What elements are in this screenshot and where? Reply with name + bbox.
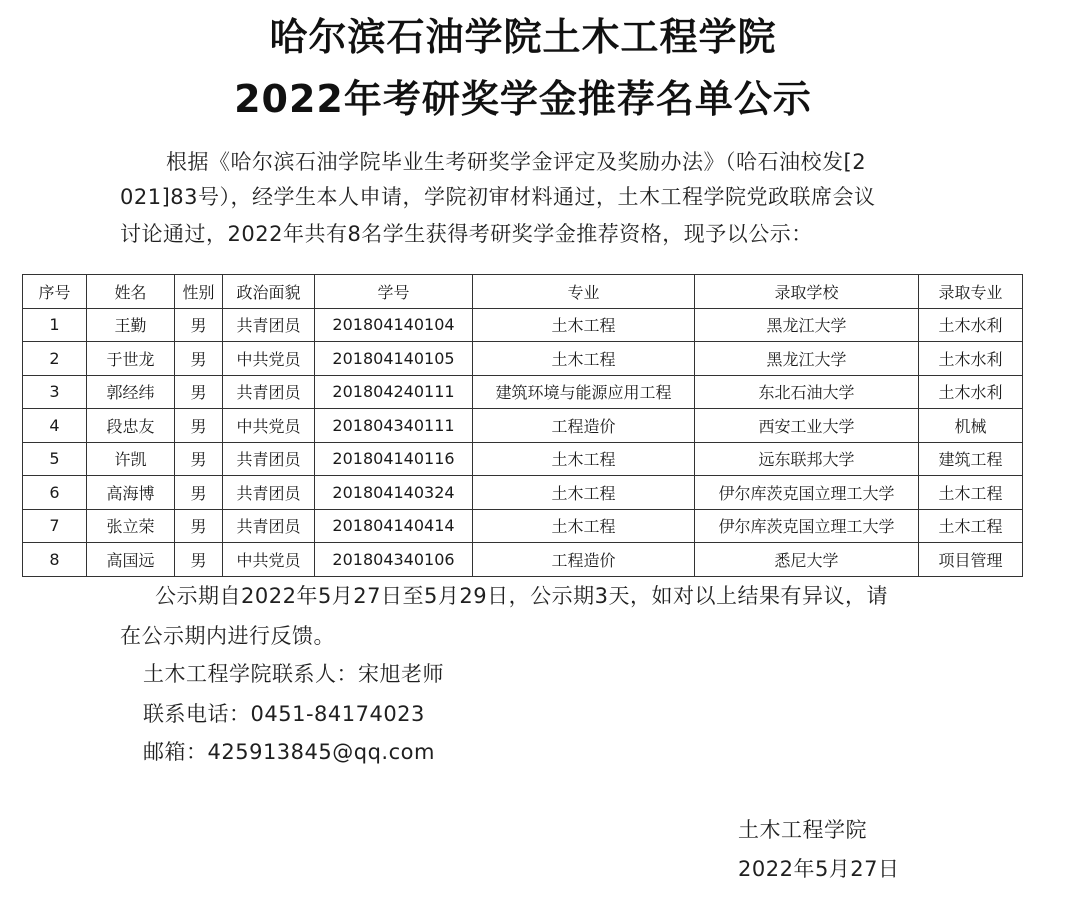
cell-political-status: 中共党员: [223, 409, 315, 443]
document-subtitle: 2022年考研奖学金推荐名单公示: [234, 77, 812, 121]
cell-name: 高国远: [87, 543, 175, 577]
column-header-name: 姓名: [87, 275, 175, 309]
table-row: [23, 543, 1023, 577]
cell-index: 8: [23, 543, 87, 577]
intro-paragraph-line-1: 根据《哈尔滨石油学院毕业生考研奖学金评定及奖励办法》（哈石油校发[2: [166, 150, 867, 174]
column-header-major: 专业: [473, 275, 695, 309]
recommendation-table: [22, 274, 1023, 577]
intro-paragraph-line-3: 讨论通过，2022年共有8名学生获得考研奖学金推荐资格，现予以公示：: [120, 222, 813, 246]
cell-admitted-school: 东北石油大学: [695, 375, 919, 409]
cell-name: 张立荣: [87, 509, 175, 543]
cell-name: 段忠友: [87, 409, 175, 443]
cell-admitted-major: 土木水利: [919, 375, 1023, 409]
cell-major: 土木工程: [473, 476, 695, 510]
cell-name: 王勤: [87, 308, 175, 342]
cell-gender: 男: [175, 442, 223, 476]
cell-student-id: 201804240111: [315, 375, 473, 409]
cell-major: 工程造价: [473, 409, 695, 443]
cell-political-status: 中共党员: [223, 543, 315, 577]
cell-admitted-major: 土木工程: [919, 476, 1023, 510]
cell-index: 4: [23, 409, 87, 443]
cell-index: 3: [23, 375, 87, 409]
cell-major: 土木工程: [473, 308, 695, 342]
document-title: 哈尔滨石油学院土木工程学院: [269, 15, 777, 59]
cell-major: 土木工程: [473, 342, 695, 376]
cell-student-id: 201804140104: [315, 308, 473, 342]
cell-gender: 男: [175, 342, 223, 376]
signature-organization: 土木工程学院: [738, 818, 867, 842]
cell-major: 工程造价: [473, 543, 695, 577]
cell-major: 土木工程: [473, 442, 695, 476]
cell-gender: 男: [175, 509, 223, 543]
cell-name: 许凯: [87, 442, 175, 476]
cell-gender: 男: [175, 543, 223, 577]
cell-political-status: 共青团员: [223, 509, 315, 543]
cell-gender: 男: [175, 308, 223, 342]
table-row: [23, 509, 1023, 543]
notice-period-line-1: 公示期自2022年5月27日至5月29日，公示期3天，如对以上结果有异议，请: [155, 584, 888, 608]
cell-name: 高海博: [87, 476, 175, 510]
cell-admitted-major: 项目管理: [919, 543, 1023, 577]
cell-major: 土木工程: [473, 509, 695, 543]
cell-political-status: 中共党员: [223, 342, 315, 376]
column-header-admitted-major: 录取专业: [919, 275, 1023, 309]
cell-admitted-school: 伊尔库茨克国立理工大学: [695, 509, 919, 543]
contact-phone: 联系电话：0451-84174023: [143, 702, 425, 726]
signature-date: 2022年5月27日: [738, 857, 900, 881]
cell-political-status: 共青团员: [223, 442, 315, 476]
cell-student-id: 201804140105: [315, 342, 473, 376]
cell-admitted-major: 土木工程: [919, 509, 1023, 543]
cell-admitted-major: 土木水利: [919, 308, 1023, 342]
table-row: [23, 476, 1023, 510]
cell-political-status: 共青团员: [223, 476, 315, 510]
cell-admitted-school: 悉尼大学: [695, 543, 919, 577]
intro-paragraph-line-2: 021]83号），经学生本人申请，学院初审材料通过，土木工程学院党政联席会议: [120, 185, 876, 209]
cell-name: 于世龙: [87, 342, 175, 376]
cell-student-id: 201804340106: [315, 543, 473, 577]
cell-admitted-major: 土木水利: [919, 342, 1023, 376]
table-header-row: [23, 275, 1023, 309]
cell-student-id: 201804340111: [315, 409, 473, 443]
table-row: [23, 442, 1023, 476]
table-row: [23, 308, 1023, 342]
cell-index: 1: [23, 308, 87, 342]
table-row: [23, 375, 1023, 409]
cell-index: 7: [23, 509, 87, 543]
cell-student-id: 201804140324: [315, 476, 473, 510]
column-header-gender: 性别: [175, 275, 223, 309]
cell-index: 6: [23, 476, 87, 510]
cell-admitted-major: 建筑工程: [919, 442, 1023, 476]
cell-admitted-school: 伊尔库茨克国立理工大学: [695, 476, 919, 510]
cell-index: 5: [23, 442, 87, 476]
cell-admitted-major: 机械: [919, 409, 1023, 443]
cell-admitted-school: 西安工业大学: [695, 409, 919, 443]
cell-admitted-school: 远东联邦大学: [695, 442, 919, 476]
cell-admitted-school: 黑龙江大学: [695, 342, 919, 376]
cell-admitted-school: 黑龙江大学: [695, 308, 919, 342]
cell-index: 2: [23, 342, 87, 376]
cell-gender: 男: [175, 375, 223, 409]
column-header-political-status: 政治面貌: [223, 275, 315, 309]
table-row: [23, 409, 1023, 443]
column-header-index: 序号: [23, 275, 87, 309]
cell-gender: 男: [175, 409, 223, 443]
cell-major: 建筑环境与能源应用工程: [473, 375, 695, 409]
notice-period-line-2: 在公示期内进行反馈。: [120, 624, 335, 648]
table-row: [23, 342, 1023, 376]
column-header-admitted-school: 录取学校: [695, 275, 919, 309]
cell-student-id: 201804140414: [315, 509, 473, 543]
contact-person: 土木工程学院联系人：宋旭老师: [143, 662, 444, 686]
cell-name: 郭经纬: [87, 375, 175, 409]
cell-political-status: 共青团员: [223, 308, 315, 342]
contact-email: 邮箱：425913845@qq.com: [143, 740, 435, 764]
cell-gender: 男: [175, 476, 223, 510]
cell-political-status: 共青团员: [223, 375, 315, 409]
cell-student-id: 201804140116: [315, 442, 473, 476]
column-header-student-id: 学号: [315, 275, 473, 309]
